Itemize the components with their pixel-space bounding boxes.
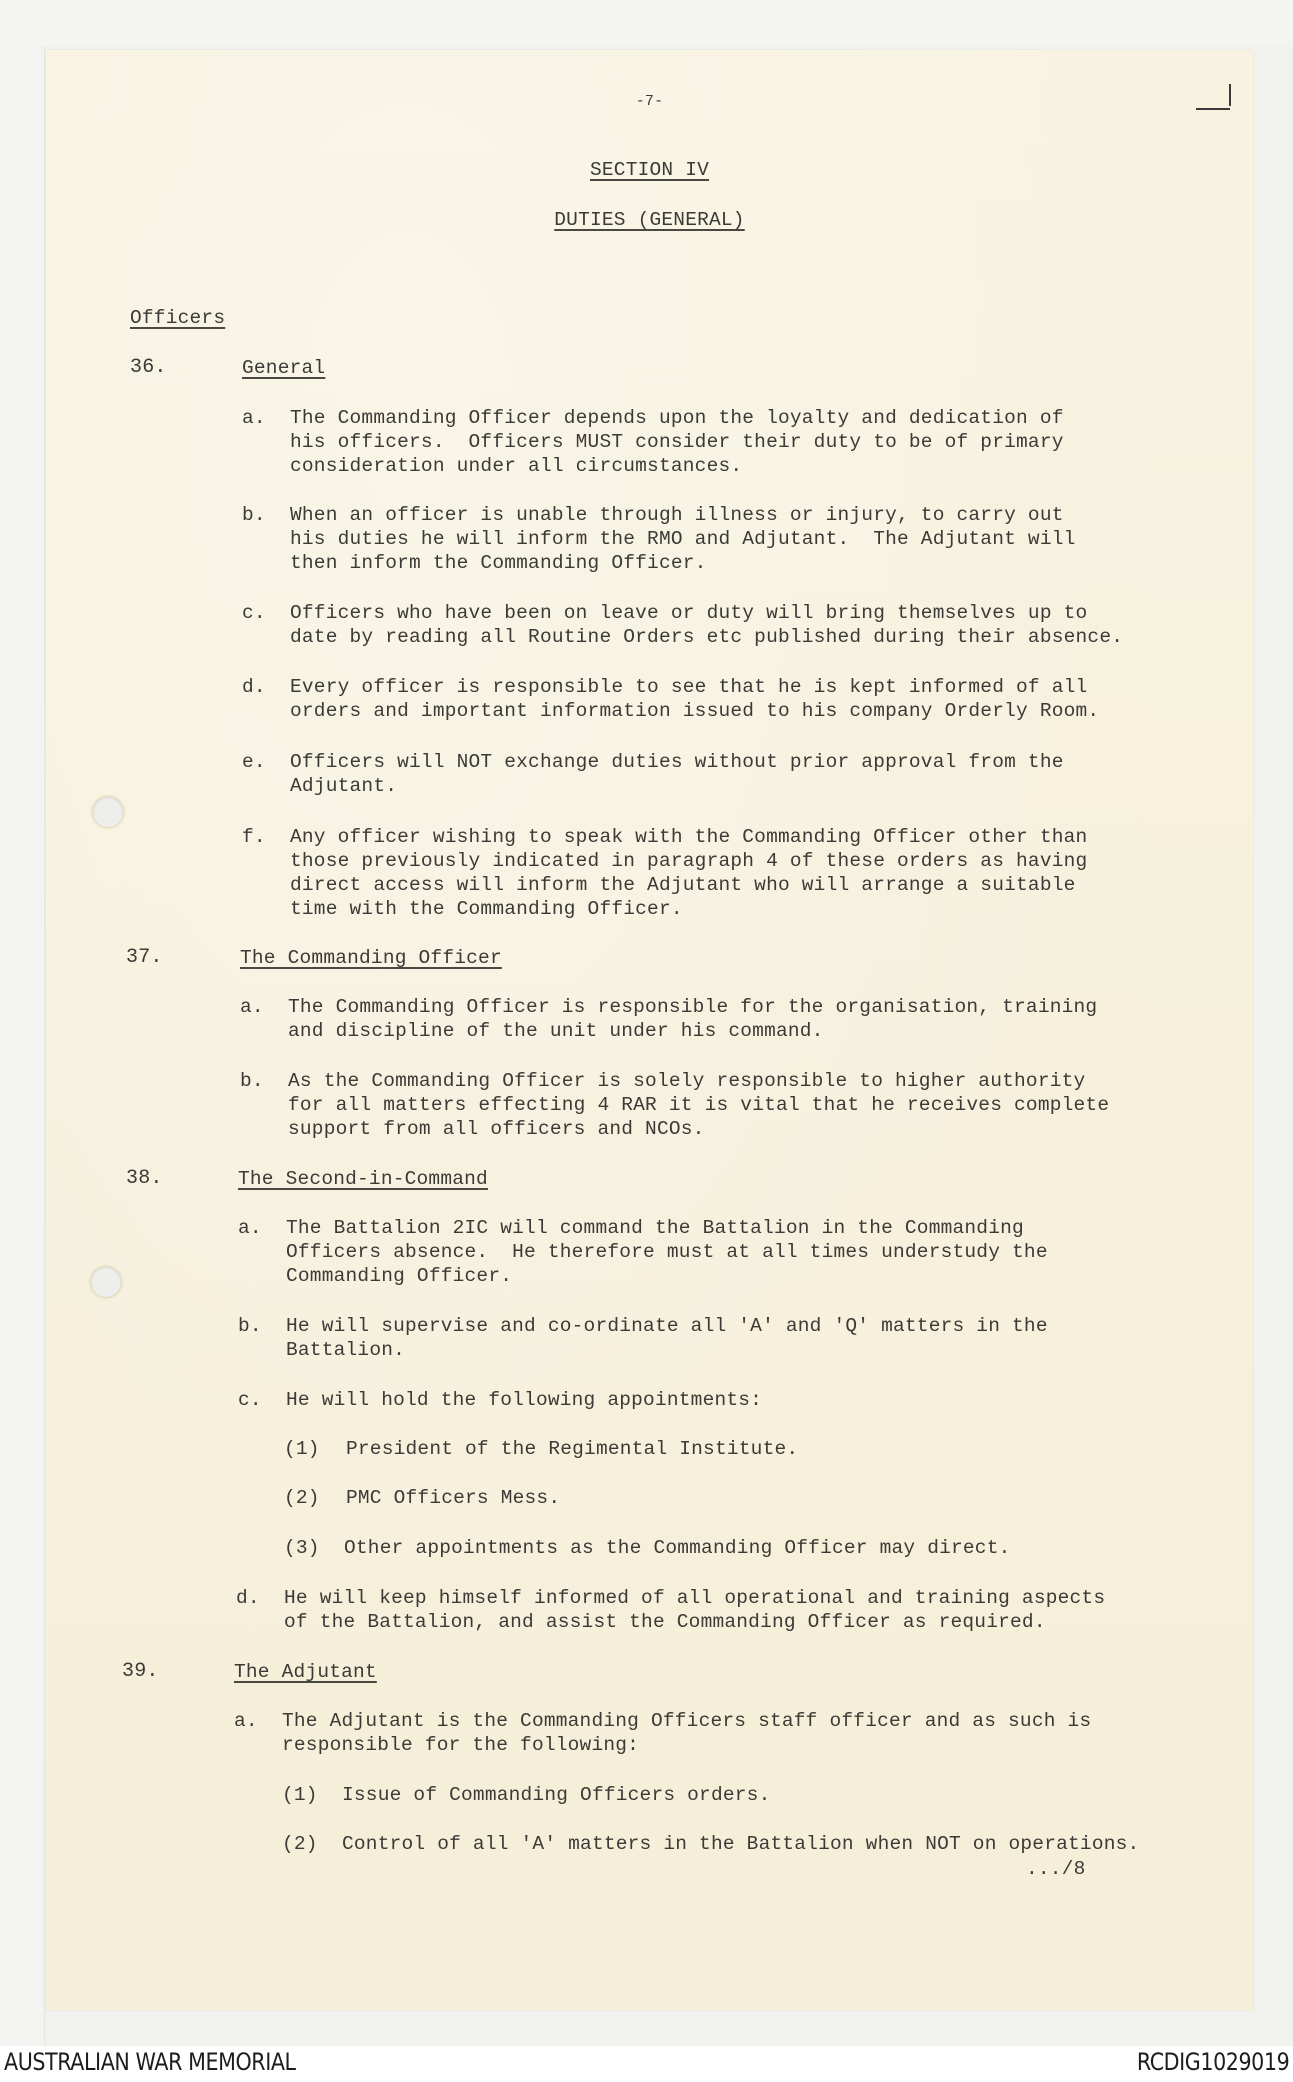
item-label: b.	[240, 1070, 264, 1092]
item-line: Battalion.	[286, 1339, 406, 1361]
subitem-text: PMC Officers Mess.	[346, 1487, 561, 1509]
item-line: Officers will NOT exchange duties without prior approval from the	[290, 751, 1064, 773]
item-line: He will supervise and co-ordinate all 'A' and 'Q' matters in the	[286, 1315, 1048, 1337]
paragraph-number: 37.	[126, 946, 163, 969]
item-label: a.	[238, 1217, 262, 1239]
item-line: then inform the Commanding Officer.	[290, 552, 707, 574]
item-line: his duties he will inform the RMO and Adjutant. The Adjutant will	[290, 528, 1076, 550]
subitem-text: Control of all 'A' matters in the Battalion when NOT on operations.	[342, 1833, 1140, 1855]
document-page	[46, 50, 1253, 2010]
item-line: He will keep himself informed of all operational and training aspects	[284, 1587, 1106, 1609]
footer-record-id: RCDIG1029019	[1136, 2048, 1289, 2076]
item-label: f.	[242, 826, 266, 848]
item-line: When an officer is unable through illness or injury, to carry out	[290, 504, 1064, 526]
item-line: those previously indicated in paragraph 4 of these orders as having	[290, 850, 1088, 872]
paragraph-heading: The Second-in-Command	[238, 1168, 488, 1190]
item-line: Officers absence. He therefore must at all times understudy the	[286, 1241, 1048, 1263]
item-label: a.	[242, 407, 266, 429]
item-line: consideration under all circumstances.	[290, 455, 743, 477]
scan-background-left	[0, 46, 45, 2048]
item-line: date by reading all Routine Orders etc published during their absence.	[290, 626, 1124, 648]
item-label: c.	[238, 1389, 262, 1411]
punch-hole-upper	[93, 797, 123, 827]
item-line: The Commanding Officer depends upon the loyalty and dedication of	[290, 407, 1064, 429]
item-line: Adjutant.	[290, 775, 398, 797]
footer-institution: AUSTRALIAN WAR MEMORIAL	[4, 2048, 296, 2076]
paragraph-number: 39.	[122, 1660, 159, 1683]
paragraph-number: 36.	[130, 356, 167, 379]
item-line: Every officer is responsible to see that he is kept informed of all	[290, 676, 1088, 698]
section-title: SECTION IV	[589, 159, 710, 181]
paragraph-heading: General	[242, 357, 326, 379]
item-label: e.	[242, 751, 266, 773]
subitem-label: (3)	[284, 1537, 320, 1559]
subitem-text: President of the Regimental Institute.	[346, 1438, 799, 1460]
item-line: The Commanding Officer is responsible for the organisation, training	[288, 996, 1098, 1018]
punch-hole-lower	[91, 1267, 121, 1297]
group-heading: Officers	[130, 307, 226, 329]
item-line: responsible for the following:	[282, 1734, 640, 1756]
subitem-label: (1)	[282, 1784, 318, 1806]
item-line: his officers. Officers MUST consider their duty to be of primary	[290, 431, 1064, 453]
item-line: As the Commanding Officer is solely responsible to higher authority	[288, 1070, 1086, 1092]
subitem-text: Other appointments as the Commanding Officer may direct.	[344, 1537, 1011, 1559]
item-line: support from all officers and NCOs.	[288, 1118, 705, 1140]
item-line: Commanding Officer.	[286, 1265, 513, 1287]
paragraph-heading: The Commanding Officer	[240, 947, 502, 969]
item-line: direct access will inform the Adjutant who will arrange a suitable	[290, 874, 1076, 896]
subitem-label: (2)	[284, 1487, 320, 1509]
paragraph-heading: The Adjutant	[234, 1661, 377, 1683]
item-line: time with the Commanding Officer.	[290, 898, 683, 920]
item-label: b.	[238, 1315, 262, 1337]
item-label: d.	[242, 676, 266, 698]
item-line: He will hold the following appointments:	[286, 1389, 763, 1411]
item-label: b.	[242, 504, 266, 526]
subitem-label: (1)	[284, 1438, 320, 1460]
item-label: a.	[240, 996, 264, 1018]
item-line: for all matters effecting 4 RAR it is vital that he receives complete	[288, 1094, 1110, 1116]
item-line: The Battalion 2IC will command the Battalion in the Commanding	[286, 1217, 1024, 1239]
item-line: The Adjutant is the Commanding Officers staff officer and as such is	[282, 1710, 1092, 1732]
paragraph-number: 38.	[126, 1167, 163, 1190]
scan-background-top	[0, 0, 1293, 46]
item-line: Officers who have been on leave or duty will bring themselves up to	[290, 602, 1088, 624]
item-line: and discipline of the unit under his command.	[288, 1020, 824, 1042]
item-line: orders and important information issued to his company Orderly Room.	[290, 700, 1100, 722]
section-subtitle: DUTIES (GENERAL)	[554, 209, 745, 231]
item-line: Any officer wishing to speak with the Commanding Officer other than	[290, 826, 1088, 848]
subitem-label: (2)	[282, 1833, 318, 1855]
subitem-text: Issue of Commanding Officers orders.	[342, 1784, 771, 1806]
item-label: a.	[234, 1710, 258, 1732]
item-label: c.	[242, 602, 266, 624]
item-label: d.	[236, 1587, 260, 1609]
continuation-marker: .../8	[1026, 1858, 1086, 1880]
item-line: of the Battalion, and assist the Commanding Officer as required.	[284, 1611, 1046, 1633]
page-number: -7-	[635, 93, 664, 110]
